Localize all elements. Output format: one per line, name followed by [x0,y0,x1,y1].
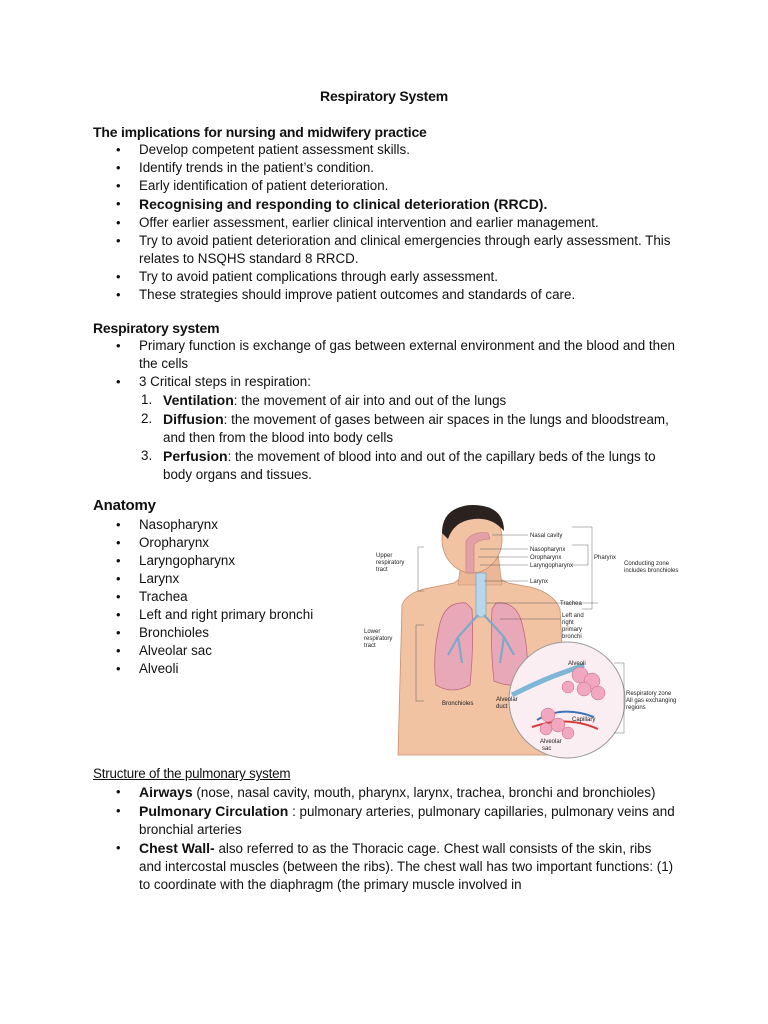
item-text: : pulmonary arteries, pulmonary capillaries, pulmonary veins and bronchial arteries [139,804,675,837]
list-item [116,177,676,195]
alveoli-magnified [509,642,625,758]
list-item [141,447,681,484]
list-item [116,159,676,177]
list-item-text: 3 Critical steps in respiration: [139,374,311,389]
label-pharynx: Pharynx [594,555,617,561]
label-alveolar-sac-1: Alveolar [540,739,562,745]
list-item-text: Nasopharynx [139,517,218,532]
step-text: : the movement of blood into and out of the capillary beds of the lungs to body organs and tissues. [163,449,656,482]
list-item [116,552,356,570]
list-item [141,391,681,410]
label-alveoli: Alveoli [568,661,586,667]
label-alveolar-sac-2: sac [542,746,552,752]
list-item-text: Develop competent patient assessment skills. [139,142,410,157]
list-item-text: Trachea [139,589,188,604]
list-item [116,268,676,286]
label-lower-tract-2: respiratory [364,636,393,642]
label-upper-tract-2: respiratory [376,560,405,566]
list-item-text: Laryngopharynx [139,553,236,568]
step-number: 3. [141,448,153,463]
label-left-right-3: primary [562,627,583,633]
list-item-text: Primary function is exchange of gas between external environment and the blood and then the cells [139,338,675,371]
label-conducting-2: includes bronchioles [624,568,679,574]
label-capillary: Capillary [572,717,596,723]
label-nasal-cavity: Nasal cavity [530,533,563,539]
list-item-text: Alveoli [139,661,179,676]
list-item [116,373,676,391]
list-item [116,516,356,534]
respiratory-tract-diagram [362,505,680,760]
label-conducting-1: Conducting zone [624,561,670,567]
label-oropharynx: Oropharynx [530,555,562,561]
item-text: (nose, nasal cavity, mouth, pharynx, larynx, trachea, bronchi and bronchioles) [192,785,656,800]
label-resp-zone-1: Respiratory zone [626,691,672,697]
list-item [116,195,676,214]
step-term: Perfusion [163,448,228,464]
list-item [141,410,681,447]
list-item-text: Try to avoid patient complications through early assessment. [139,269,498,284]
pulmonary-heading: Structure of the pulmonary system [93,766,291,781]
anatomy-heading: Anatomy [93,497,156,514]
list-item [116,802,676,839]
label-alveolar-duct-1: Alveolar [496,697,518,703]
respiration-steps-list [141,391,681,484]
implications-heading: The implications for nursing and midwifery practice [93,124,427,140]
label-larynx: Larynx [530,579,549,585]
label-lower-tract-1: Lower [364,629,381,635]
list-item [116,337,676,373]
list-item [116,642,356,660]
step-text: : the movement of gases between air spaces in the lungs and bloodstream, and then from the blood into body cells [163,412,669,445]
list-item [116,588,356,606]
list-item [116,606,356,624]
label-nasopharynx: Nasopharynx [530,547,566,553]
label-left-right-1: Left and [562,613,584,619]
list-item-text: Oropharynx [139,535,209,550]
list-item [116,839,676,894]
list-item-text: Larynx [139,571,180,586]
label-resp-zone-3: regions [626,705,646,711]
step-term: Ventilation [163,392,234,408]
item-text: also referred to as the Thoracic cage. Chest wall consists of the skin, ribs and intercostal muscles (between the ribs). The chest wall has two important functions: (1) to coordinate with the diaphragm (the primary muscle involved in [139,841,674,892]
step-number: 2. [141,411,153,426]
label-upper-tract-3: tract [376,567,388,573]
label-alveolar-duct-2: duct [496,704,508,710]
list-item-text: Early identification of patient deterioration. [139,178,389,193]
label-left-right-4: bronchi [562,634,582,640]
list-item-text: Recognising and responding to clinical deterioration (RRCD). [139,196,548,212]
resp-system-list [116,337,676,391]
item-term: Pulmonary Circulation [139,803,289,819]
list-item [116,214,676,232]
pulmonary-list [116,783,676,894]
implications-list [116,141,676,304]
resp-system-heading: Respiratory system [93,320,220,336]
list-item-text: Alveolar sac [139,643,212,658]
list-item [116,660,356,678]
label-upper-tract-1: Upper [376,553,393,559]
label-resp-zone-2: All gas exchanging [626,698,677,704]
trachea-shape [476,573,486,617]
list-item-text: Bronchioles [139,625,209,640]
label-laryngopharynx: Laryngopharynx [530,563,574,569]
list-item [116,286,676,304]
list-item [116,232,676,268]
list-item [116,141,676,159]
anatomy-list [116,516,356,678]
list-item-text: Left and right primary bronchi [139,607,314,622]
list-item-text: Try to avoid patient deterioration and clinical emergencies through early assessment. This relates to NSQHS standard 8 RRCD. [139,233,671,266]
item-term: Chest Wall- [139,840,215,856]
label-trachea: Trachea [560,601,582,607]
step-text: : the movement of air into and out of the lungs [233,393,507,408]
list-item [116,624,356,642]
list-item [116,534,356,552]
list-item-text: These strategies should improve patient outcomes and standards of care. [139,287,576,302]
step-number: 1. [141,392,153,407]
label-left-right-2: right [562,620,574,626]
list-item-text: Offer earlier assessment, earlier clinical intervention and earlier management. [139,215,599,230]
label-bronchioles: Bronchioles [442,701,474,707]
document-title: Respiratory System [320,88,448,104]
label-lower-tract-3: tract [364,643,376,649]
list-item [116,783,676,802]
step-term: Diffusion [163,411,224,427]
item-term: Airways [139,784,193,800]
list-item [116,570,356,588]
list-item-text: Identify trends in the patient’s condition. [139,160,374,175]
